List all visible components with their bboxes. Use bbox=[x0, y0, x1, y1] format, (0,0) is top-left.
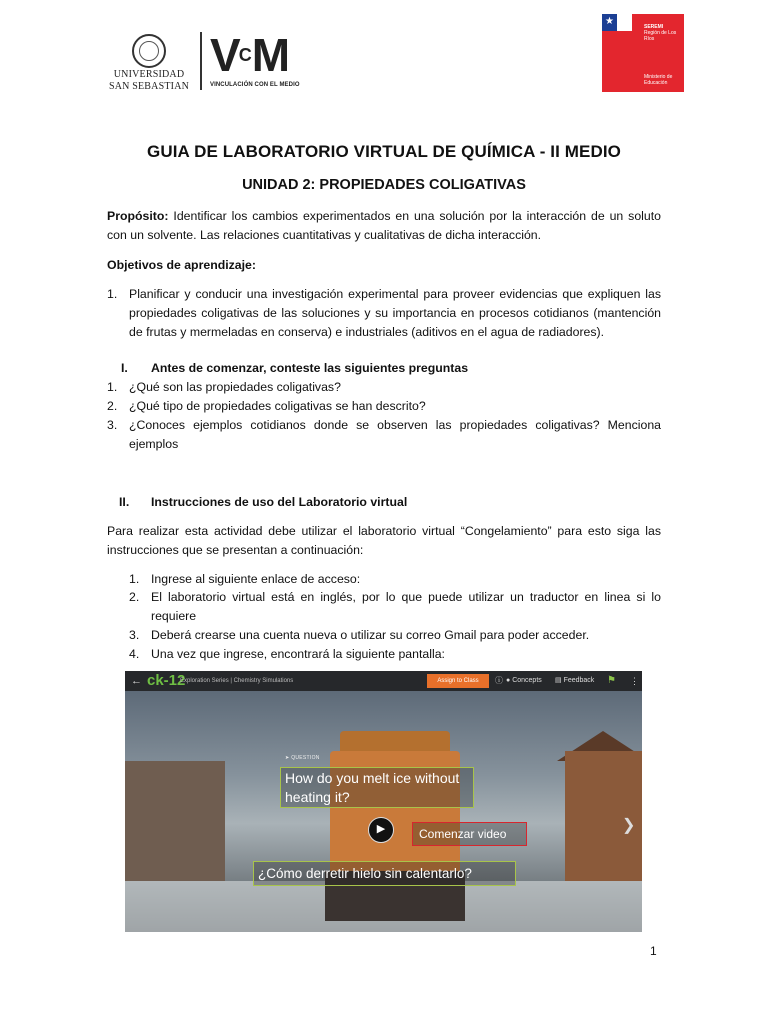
seremi-region: Región de Los Ríos bbox=[644, 30, 677, 42]
seremi-ministry: Ministerio de Educación bbox=[644, 74, 673, 86]
more-options-icon[interactable]: ⋮ bbox=[630, 676, 639, 686]
page-number: 1 bbox=[650, 944, 657, 958]
instruction-text: Una vez que ingrese, encontrará la siguiente pantalla: bbox=[151, 647, 445, 661]
instruction-text: El laboratorio virtual está en inglés, por lo que puede utilizar un traductor en linea si lo requiere bbox=[151, 590, 661, 623]
proposito-paragraph bbox=[107, 207, 661, 245]
question-number: 2. bbox=[107, 399, 118, 413]
section2-intro: Para realizar esta actividad debe utilizar el laboratorio virtual “Congelamiento” para esto siga las instrucciones que se presentan a continuación: bbox=[107, 524, 661, 557]
section1-heading: Antes de comenzar, conteste las siguientes preguntas bbox=[151, 361, 469, 375]
section2-heading: Instrucciones de uso del Laboratorio virtual bbox=[151, 495, 408, 509]
info-icon[interactable]: ⓘ bbox=[495, 676, 503, 685]
question-number: 3. bbox=[107, 418, 118, 432]
assign-to-class-button[interactable]: Assign to Class bbox=[427, 674, 489, 688]
chevron-right-icon[interactable]: ❯ bbox=[622, 817, 636, 834]
section1-number: I. bbox=[121, 361, 128, 375]
uss-seal-icon bbox=[132, 34, 166, 68]
instruction-text: Deberá crearse una cuenta nueva o utilizar su correo Gmail para poder acceder. bbox=[151, 628, 590, 642]
vcm-mark-icon: $V^CM$ bbox=[210, 29, 289, 81]
objetivo-text: Planificar y conducir una investigación experimental para proveer evidencias que expliquen las propiedades coligativas de las soluciones y su importancia en procesos cotidianos (mantención de frutas y mermeladas en conserva) e industriales (aditivos en el agua de radiadores). bbox=[129, 287, 661, 339]
concepts-button[interactable]: ● Concepts bbox=[506, 677, 542, 684]
spanish-question-callout: ¿Cómo derretir hielo sin calentarlo? bbox=[253, 861, 516, 886]
objetivos-heading: Objetivos de aprendizaje: bbox=[107, 258, 256, 272]
uss-name-line1: UNIVERSIDAD bbox=[113, 69, 185, 80]
vcm-logo bbox=[210, 30, 310, 92]
page-title: GUIA DE LABORATORIO VIRTUAL DE QUÍMICA - II MEDIO bbox=[147, 142, 621, 161]
question-text: ¿Qué tipo de propiedades coligativas se han descrito? bbox=[129, 399, 426, 413]
back-arrow-icon[interactable]: ← bbox=[131, 675, 142, 687]
ck12-top-bar bbox=[125, 671, 642, 691]
seremi-logo bbox=[602, 14, 684, 92]
scene-background bbox=[125, 691, 642, 932]
question-text: ¿Qué son las propiedades coligativas? bbox=[129, 380, 341, 394]
logo-divider bbox=[200, 32, 202, 90]
ck12-logo: ck-12 bbox=[147, 672, 186, 689]
ck12-simulation-screenshot bbox=[125, 671, 642, 932]
question-text: ¿Conoces ejemplos cotidianos donde se observen las propiedades coligativas? Menciona ejemplos bbox=[129, 418, 661, 451]
page-subtitle: UNIDAD 2: PROPIEDADES COLIGATIVAS bbox=[242, 177, 526, 193]
instruction-number: 2. bbox=[129, 590, 140, 604]
play-icon[interactable]: ▶ bbox=[368, 817, 394, 843]
question-number: 1. bbox=[107, 380, 118, 394]
chile-flag-icon: ★ bbox=[602, 14, 632, 48]
instruction-text: Ingrese al siguiente enlace de acceso: bbox=[151, 572, 361, 586]
series-label: Exploration Series | Chemistry Simulations bbox=[180, 678, 294, 684]
flag-icon[interactable]: ⚑ bbox=[607, 675, 616, 686]
objetivo-number: 1. bbox=[107, 287, 118, 301]
question-label: ➤ QUESTION bbox=[285, 755, 320, 761]
instruction-number: 3. bbox=[129, 628, 140, 642]
instruction-number: 1. bbox=[129, 572, 140, 586]
uss-name-line2: SAN SEBASTIAN bbox=[108, 81, 190, 92]
seremi-title: SEREMI bbox=[644, 24, 664, 30]
universidad-san-sebastian-logo bbox=[108, 34, 190, 90]
feedback-button[interactable]: ▤ Feedback bbox=[555, 677, 595, 684]
proposito-label: Propósito: bbox=[107, 209, 169, 223]
instruction-number: 4. bbox=[129, 647, 140, 661]
proposito-text: Identificar los cambios experimentados en una solución por la interacción de un soluto con un solvente. Las relaciones cuantitativas y cualitativas de dicha interacción. bbox=[107, 209, 661, 242]
vcm-tagline: VINCULACIÓN CON EL MEDIO bbox=[210, 82, 300, 88]
question-box: How do you melt ice without heating it? bbox=[280, 767, 474, 808]
comenzar-video-callout: Comenzar video bbox=[412, 822, 527, 846]
section2-number: II. bbox=[119, 495, 130, 509]
